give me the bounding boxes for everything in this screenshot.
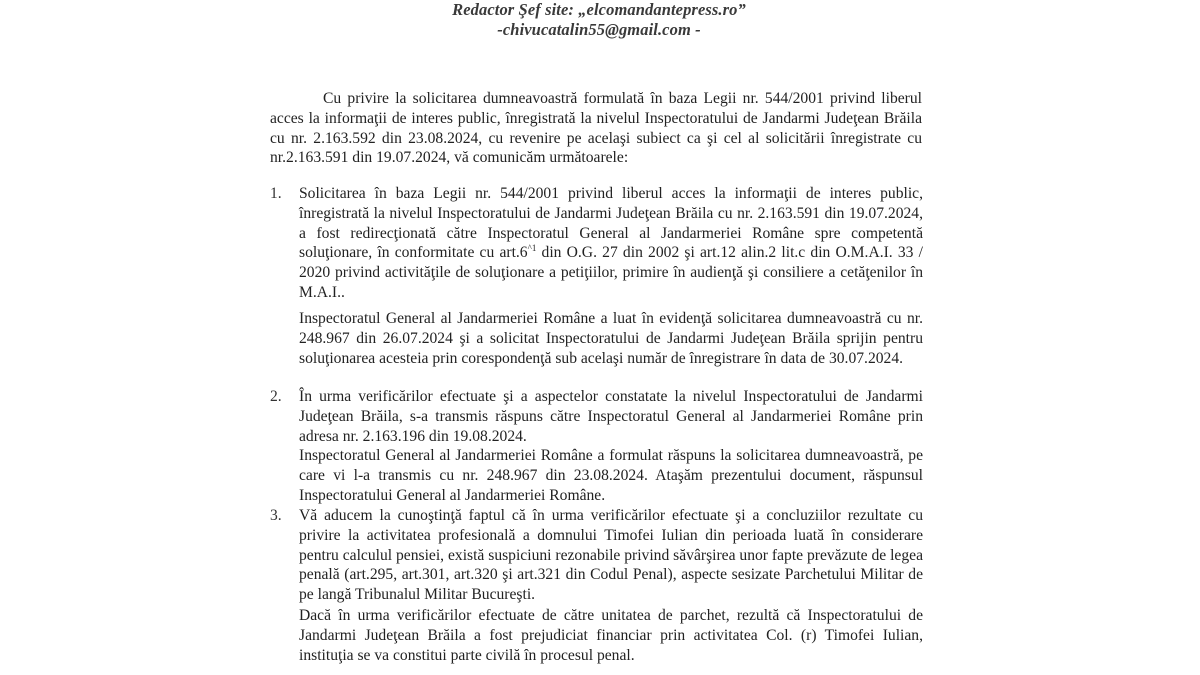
item-1-paragraph-a (299, 184, 923, 303)
item-1-text-post: din O.G. 27 din 2002 şi art.12 alin.2 lit.c din O.M.A.I. 33 / 2020 privind activităţile de soluţionare a petiţiilor, primire în audienţă şi consiliere a cetăţenilor în M.A.I.. (299, 244, 924, 301)
item-1-text-pre: Solicitarea în baza Legii nr. 544/2001 privind liberul acces la informaţii de interes public, înregistrată la nivelul Inspectoratului de Jandarmi Judeţean Brăila cu nr. 2.163.591 din 19.07.2024, a fost redirecţionată către Inspectoratul General al Jandarmeriei Române spre competentă soluţionare, în conformitate cu art.6 (299, 185, 923, 262)
item-2-paragraph-a: În urma verificărilor efectuate şi a aspectelor constatate la nivelul Inspectoratului de Jandarmi Judeţean Brăila, s-a transmis răspuns către Inspectoratul General al Jandarmeriei Române prin adresa nr. 2.163.196 din 19.08.2024. (299, 388, 923, 445)
document-page (270, 0, 928, 675)
editor-email: -chivucatalin55@gmail.com - (497, 20, 701, 39)
item-1-superscript: ^1 (527, 243, 537, 254)
item-3-number: 3. (270, 507, 282, 524)
item-1-paragraph-b: Inspectoratul General al Jandarmeriei Române a luat în evidenţă solicitarea dumneavoastră cu nr. 248.967 din 26.07.2024 şi a solicitat Inspectoratului de Jandarmi Judeţean Brăila sprijin pentru soluţionarea acesteia prin corespondenţă sub acelaşi număr de înregistrare în data de 30.07.2024. (299, 310, 923, 367)
item-2-number: 2. (270, 388, 282, 405)
item-2-paragraph-b: Inspectoratul General al Jandarmeriei Române a formulat răspuns la solicitarea dumneavoastră, pe care vi l-a transmis cu nr. 248.967 din 23.08.2024. Ataşăm prezentului document, răspunsul Inspectoratului General al Jandarmeriei Române. (299, 447, 923, 504)
item-1-number: 1. (270, 185, 282, 202)
item-3-paragraph-b: Dacă în urma verificărilor efectuate de către unitatea de parchet, rezultă că Inspectoratului de Jandarmi Judeţean Brăila a fost prejudiciat financiar prin activitatea Col. (r) Timofei Iulian, instituţia se va constitui parte civilă în procesul penal. (299, 607, 923, 664)
intro-paragraph: Cu privire la solicitarea dumneavoastră formulată în baza Legii nr. 544/2001 privind liberul acces la informaţii de interes public, înregistrată la nivelul Inspectoratului de Jandarmi Judeţean Brăila cu nr. 2.163.592 din 23.08.2024, cu revenire pe acelaşi subiect ca şi cel al solicitării înregistrate cu nr.2.163.591 din 19.07.2024, vă comunicăm următoarele: (270, 90, 922, 167)
item-3-paragraph-a: Vă aducem la cunoştinţă faptul că în urma verificărilor efectuate şi a concluziilor rezultate cu privire la activitatea profesională a domnului Timofei Iulian din perioada luată în considerare pentru calculul pensiei, există suspiciuni rezonabile privind săvârşirea unor fapte prevăzute de legea penală (art.295, art.301, art.320 şi art.321 din Codul Penal), aspecte sesizate Parchetului Militar de pe langă Tribunalul Militar Bucureşti. (299, 507, 923, 604)
editor-header: Redactor Şef site: „elcomandantepress.ro” (452, 0, 746, 19)
